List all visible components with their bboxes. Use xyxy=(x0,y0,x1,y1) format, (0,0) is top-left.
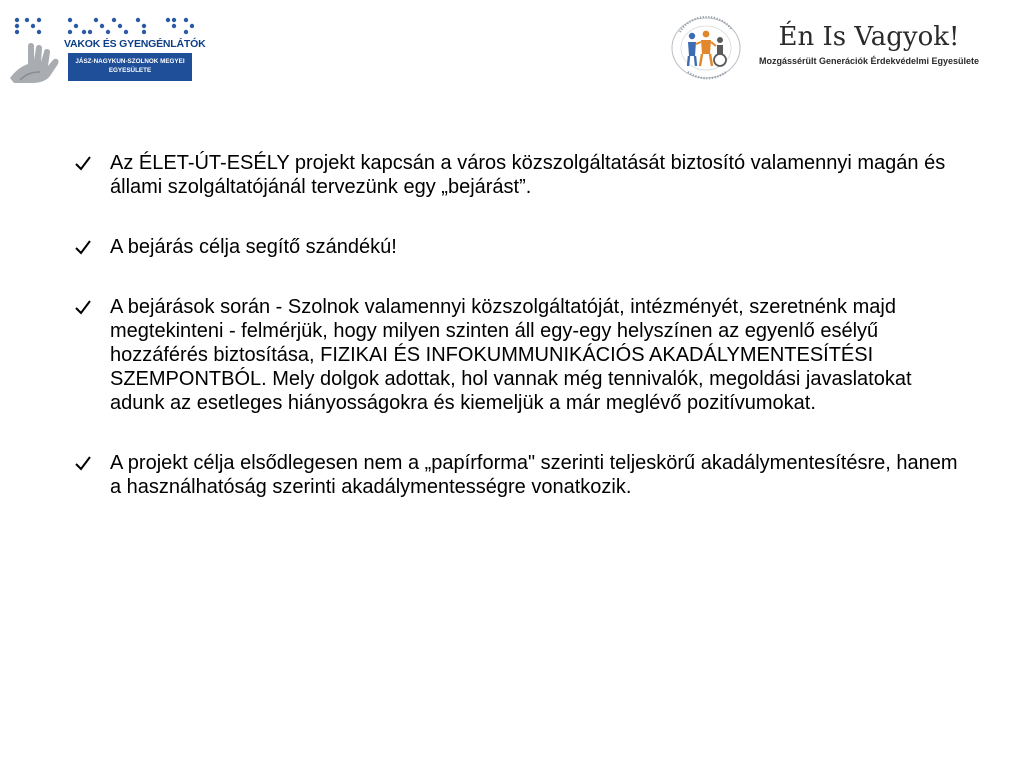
en-is-vagyok-logo-text xyxy=(752,22,986,66)
bullet-list xyxy=(74,151,964,535)
bullet-text: A projekt célja elsődlegesen nem a „papírforma" szerinti teljeskörű akadálymentesítésre, hanem a használhatóság szerinti akadálymentességre vonatkozik. xyxy=(110,452,958,498)
en-is-vagyok-subtitle: Mozgássérült Generációk Érdekvédelmi Egyesülete xyxy=(758,56,980,66)
vakok-logo-subtitle-2: EGYESÜLETE xyxy=(108,67,152,74)
en-is-vagyok-title: Én Is Vagyok! xyxy=(778,22,960,52)
bullet-text: Az ÉLET-ÚT-ESÉLY projekt kapcsán a város közszolgáltatását biztosító valamennyi magán és állami szolgáltatójánál tervezünk egy „bejárást”. xyxy=(110,152,946,198)
vakok-logo-subtitle-1: JÁSZ-NAGYKUN-SZOLNOK MEGYEI xyxy=(75,58,185,65)
vakok-logo xyxy=(6,14,206,86)
vakok-logo-box xyxy=(64,38,206,82)
hand-icon xyxy=(6,34,70,84)
check-icon xyxy=(74,455,92,471)
check-icon xyxy=(74,239,92,255)
list-item xyxy=(74,235,964,259)
vakok-logo-band xyxy=(68,53,192,81)
bullet-text: A bejárás célja segítő szándékú! xyxy=(110,236,397,258)
list-item xyxy=(74,151,964,199)
check-icon xyxy=(74,155,92,171)
bullet-text: A bejárások során - Szolnok valamennyi közszolgáltatóját, intézményét, szeretnénk majd megtekinteni - felmérjük, hogy milyen szinten áll egy-egy helyszínen az egyenlő esélyű hozzáférés biztosítása, FIZIKAI ÉS INFOKUMMUNIKÁCIÓS AKADÁLYMENTESÍTÉSI SZEMPONTBÓL. Mely dolgok adottak, hol vannak még tennivalók, megoldási javaslatokat adunk az esetleges hiányosságokra és kiemeljük a már meglévő pozitívumokat. xyxy=(110,296,912,414)
braille-dots-icon xyxy=(14,16,194,36)
list-item xyxy=(74,451,964,499)
people-wheelchair-icon xyxy=(668,16,748,80)
check-icon xyxy=(74,299,92,315)
list-item xyxy=(74,295,964,415)
vakok-logo-title: VAKOK ÉS GYENGÉNLÁTÓK xyxy=(64,38,206,50)
